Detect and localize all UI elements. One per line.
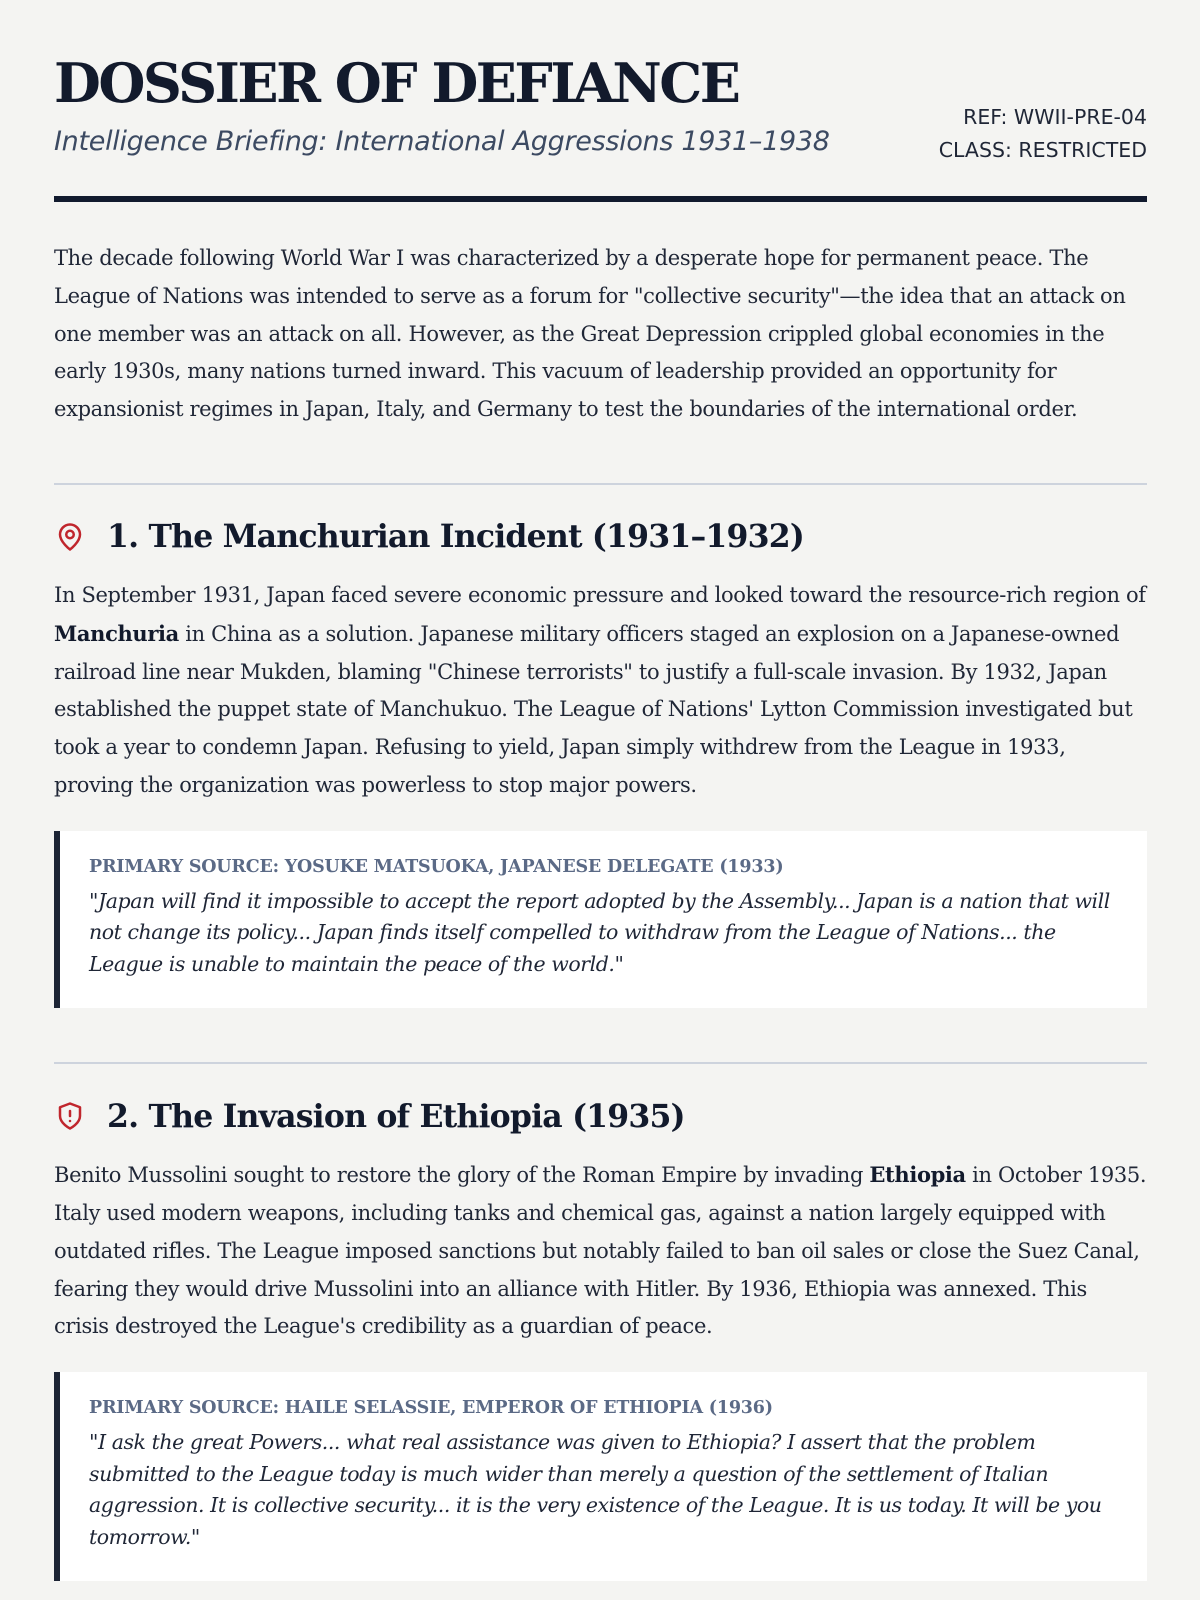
section-heading [54, 517, 1147, 557]
map-pin-icon [55, 522, 85, 552]
quote-attribution: PRIMARY SOURCE: YOSUKE MATSUOKA, JAPANESE DELEGATE (1933) [89, 856, 784, 877]
section-title: 2. The Invasion of Ethiopia (1935) [107, 1097, 685, 1135]
page-title: DOSSIER OF DEFIANCE [54, 51, 739, 115]
quote-text: "I ask the great Powers... what real assistance was given to Ethiopia? I assert that the problem submitted to the League today is much wider than merely a question of the settlement of Italian aggression. It is collective security... it is the very existence of the League. It is us today. It will be you tomorrow." [89, 1430, 1102, 1549]
section-invasion-of-ethiopia [54, 1096, 1147, 1581]
shield-alert-icon [55, 1101, 85, 1131]
body-text-segment: Benito Mussolini sought to restore the glory of the Roman Empire by invading [54, 1163, 870, 1188]
body-keyword: Manchuria [54, 620, 179, 646]
quote-attribution: PRIMARY SOURCE: HAILE SELASSIE, EMPEROR OF ETHIOPIA (1936) [89, 1398, 773, 1419]
body-text-segment: In September 1931, Japan faced severe economic pressure and looked toward the resource-rich region of [54, 582, 1146, 607]
section-title: 1. The Manchurian Incident (1931–1932) [107, 518, 804, 556]
section-body [54, 1156, 1147, 1346]
intro-paragraph: The decade following World War I was characterized by a desperate hope for permanent peace. The League of Nations was intended to serve as a forum for "collective security"—the idea that an attack on one member was an attack on all. However, as the Great Depression crippled global economies in the early 1930s, many nations turned inward. This vacuum of leadership provided an opportunity for expansionist regimes in Japan, Italy, and Germany to test the boundaries of the international order. [54, 246, 1126, 422]
document-meta [939, 101, 1147, 167]
body-text-segment: in October 1935. Italy used modern weapons, including tanks and chemical gas, against a nation largely equipped with outdated rifles. The League imposed sanctions but notably failed to ban oil sales or close the Suez Canal, fearing they would drive Mussolini into an alliance with Hitler. By 1936, Ethiopia was annexed. This crisis destroyed the League's credibility as a guardian of peace. [54, 1163, 1147, 1339]
classification-label: CLASS: RESTRICTED [938, 138, 1147, 162]
reference-code: REF: WWII-PRE-04 [963, 105, 1147, 129]
section-body [54, 577, 1147, 805]
primary-source-quote [54, 1372, 1147, 1581]
section-divider [54, 483, 1147, 485]
section-heading [54, 1096, 1147, 1136]
primary-source-quote [54, 831, 1147, 1009]
page-subtitle: Intelligence Briefing: International Aggressions 1931–1938 [54, 126, 830, 157]
quote-text: "Japan will find it impossible to accept the report adopted by the Assembly... Japan is a nation that will not change its policy... Japan finds itself compelled to withdraw from the League of Nations... the League is unable to maintain the peace of the world." [89, 888, 1110, 976]
section-divider [54, 1062, 1147, 1064]
body-text-segment: in China as a solution. Japanese military officers staged an explosion on a Japanese-owned railroad line near Mukden, blaming "Chinese terrorists" to justify a full-scale invasion. By 1932, Japan established the puppet state of Manchukuo. The League of Nations' Lytton Commission investigated but took a year to condemn Japan. Refusing to yield, Japan simply withdrew from the League in 1933, proving the organization was powerless to stop major powers. [54, 621, 1133, 797]
section-manchurian-incident [54, 517, 1147, 1008]
body-keyword: Ethiopia [869, 1162, 966, 1188]
dossier-header [54, 0, 1147, 202]
